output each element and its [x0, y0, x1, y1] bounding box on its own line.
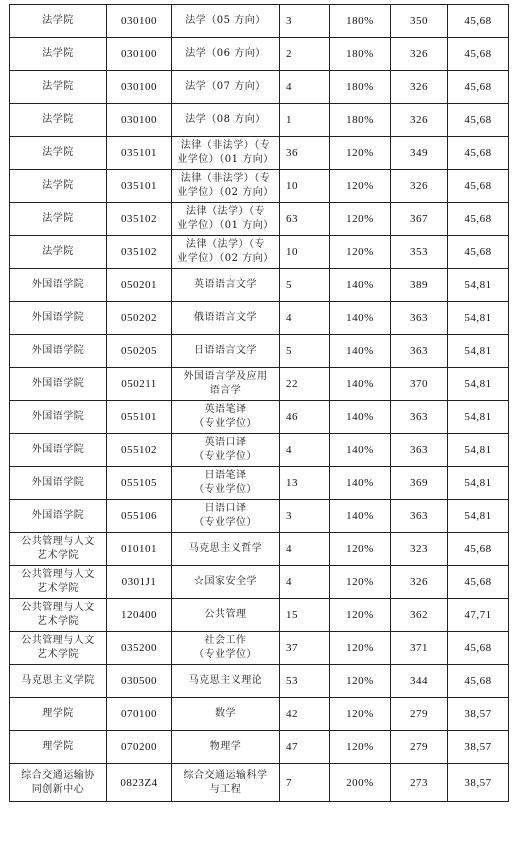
plan-count-cell: 42 — [280, 698, 330, 731]
ratio-cell: 120% — [330, 698, 391, 731]
single-subject-score-cell: 54,81 — [448, 269, 509, 302]
plan-count-cell: 5 — [280, 269, 330, 302]
plan-count-cell: 2 — [280, 38, 330, 71]
college-cell: 外国语学院 — [10, 302, 107, 335]
major-code-cell: 030500 — [107, 665, 172, 698]
total-score-cell: 326 — [391, 71, 448, 104]
major-name-cell: 法律（非法学）（专 业学位）（01 方向） — [172, 137, 280, 170]
major-code-cell: 055105 — [107, 467, 172, 500]
total-score-cell: 370 — [391, 368, 448, 401]
table-row — [10, 764, 509, 802]
plan-count-cell: 22 — [280, 368, 330, 401]
major-code-cell: 120400 — [107, 599, 172, 632]
single-subject-score-cell: 45,68 — [448, 533, 509, 566]
college-cell: 外国语学院 — [10, 269, 107, 302]
plan-count-cell: 53 — [280, 665, 330, 698]
single-subject-score-cell: 38,57 — [448, 731, 509, 764]
major-code-cell: 035200 — [107, 632, 172, 665]
plan-count-cell: 4 — [280, 533, 330, 566]
total-score-cell: 326 — [391, 104, 448, 137]
plan-count-cell: 37 — [280, 632, 330, 665]
plan-count-cell: 5 — [280, 335, 330, 368]
major-code-cell: 070200 — [107, 731, 172, 764]
major-code-cell: 030100 — [107, 104, 172, 137]
plan-count-cell: 1 — [280, 104, 330, 137]
single-subject-score-cell: 45,68 — [448, 236, 509, 269]
total-score-cell: 363 — [391, 401, 448, 434]
major-code-cell: 030100 — [107, 38, 172, 71]
table-row — [10, 269, 509, 302]
major-name-cell: ☆国家安全学 — [172, 566, 280, 599]
table-row — [10, 71, 509, 104]
table-row — [10, 533, 509, 566]
total-score-cell: 363 — [391, 434, 448, 467]
major-name-cell: 法律（法学）（专 业学位）（02 方向） — [172, 236, 280, 269]
plan-count-cell: 15 — [280, 599, 330, 632]
total-score-cell: 350 — [391, 5, 448, 38]
plan-count-cell: 7 — [280, 764, 330, 802]
major-code-cell: 055101 — [107, 401, 172, 434]
ratio-cell: 140% — [330, 500, 391, 533]
college-cell: 法学院 — [10, 38, 107, 71]
major-name-cell: 社会工作 （专业学位） — [172, 632, 280, 665]
single-subject-score-cell: 45,68 — [448, 5, 509, 38]
table-row — [10, 467, 509, 500]
single-subject-score-cell: 54,81 — [448, 368, 509, 401]
total-score-cell: 323 — [391, 533, 448, 566]
college-cell: 法学院 — [10, 137, 107, 170]
college-cell: 法学院 — [10, 170, 107, 203]
table-row — [10, 5, 509, 38]
college-cell: 外国语学院 — [10, 368, 107, 401]
major-code-cell: 010101 — [107, 533, 172, 566]
single-subject-score-cell: 54,81 — [448, 434, 509, 467]
table-row — [10, 665, 509, 698]
ratio-cell: 120% — [330, 533, 391, 566]
major-name-cell: 法学（05 方向） — [172, 5, 280, 38]
college-cell: 外国语学院 — [10, 335, 107, 368]
college-cell: 法学院 — [10, 5, 107, 38]
major-name-cell: 法学（08 方向） — [172, 104, 280, 137]
major-name-cell: 日语口译 （专业学位） — [172, 500, 280, 533]
total-score-cell: 389 — [391, 269, 448, 302]
table-row — [10, 302, 509, 335]
major-code-cell: 035102 — [107, 203, 172, 236]
plan-count-cell: 36 — [280, 137, 330, 170]
plan-count-cell: 3 — [280, 5, 330, 38]
single-subject-score-cell: 45,68 — [448, 137, 509, 170]
ratio-cell: 120% — [330, 170, 391, 203]
total-score-cell: 326 — [391, 38, 448, 71]
major-code-cell: 030100 — [107, 71, 172, 104]
single-subject-score-cell: 45,68 — [448, 203, 509, 236]
admission-table — [9, 4, 509, 802]
major-code-cell: 050211 — [107, 368, 172, 401]
major-name-cell: 外国语言学及应用 语言学 — [172, 368, 280, 401]
major-code-cell: 050201 — [107, 269, 172, 302]
major-name-cell: 综合交通运输科学 与工程 — [172, 764, 280, 802]
plan-count-cell: 4 — [280, 434, 330, 467]
plan-count-cell: 10 — [280, 170, 330, 203]
college-cell: 法学院 — [10, 203, 107, 236]
total-score-cell: 326 — [391, 566, 448, 599]
total-score-cell: 279 — [391, 698, 448, 731]
college-cell: 公共管理与人文 艺术学院 — [10, 566, 107, 599]
ratio-cell: 120% — [330, 599, 391, 632]
single-subject-score-cell: 54,81 — [448, 401, 509, 434]
single-subject-score-cell: 38,57 — [448, 764, 509, 802]
ratio-cell: 140% — [330, 335, 391, 368]
table-row — [10, 38, 509, 71]
ratio-cell: 180% — [330, 104, 391, 137]
table-body — [10, 5, 509, 802]
college-cell: 外国语学院 — [10, 467, 107, 500]
plan-count-cell: 4 — [280, 71, 330, 104]
total-score-cell: 363 — [391, 500, 448, 533]
plan-count-cell: 63 — [280, 203, 330, 236]
plan-count-cell: 10 — [280, 236, 330, 269]
ratio-cell: 140% — [330, 368, 391, 401]
total-score-cell: 362 — [391, 599, 448, 632]
total-score-cell: 279 — [391, 731, 448, 764]
table-row — [10, 566, 509, 599]
major-code-cell: 055102 — [107, 434, 172, 467]
college-cell: 公共管理与人文 艺术学院 — [10, 632, 107, 665]
table-row — [10, 170, 509, 203]
major-name-cell: 马克思主义哲学 — [172, 533, 280, 566]
table-row — [10, 632, 509, 665]
table-row — [10, 731, 509, 764]
college-cell: 理学院 — [10, 698, 107, 731]
ratio-cell: 180% — [330, 71, 391, 104]
total-score-cell: 363 — [391, 302, 448, 335]
single-subject-score-cell: 45,68 — [448, 632, 509, 665]
ratio-cell: 200% — [330, 764, 391, 802]
ratio-cell: 140% — [330, 467, 391, 500]
college-cell: 法学院 — [10, 236, 107, 269]
single-subject-score-cell: 54,81 — [448, 467, 509, 500]
major-name-cell: 公共管理 — [172, 599, 280, 632]
ratio-cell: 120% — [330, 731, 391, 764]
table-row — [10, 500, 509, 533]
college-cell: 法学院 — [10, 71, 107, 104]
major-name-cell: 马克思主义理论 — [172, 665, 280, 698]
major-code-cell: 035102 — [107, 236, 172, 269]
major-name-cell: 英语口译 （专业学位） — [172, 434, 280, 467]
table-row — [10, 698, 509, 731]
plan-count-cell: 46 — [280, 401, 330, 434]
total-score-cell: 363 — [391, 335, 448, 368]
total-score-cell: 349 — [391, 137, 448, 170]
college-cell: 马克思主义学院 — [10, 665, 107, 698]
table-row — [10, 335, 509, 368]
major-code-cell: 0823Z4 — [107, 764, 172, 802]
single-subject-score-cell: 47,71 — [448, 599, 509, 632]
single-subject-score-cell: 54,81 — [448, 302, 509, 335]
college-cell: 公共管理与人文 艺术学院 — [10, 599, 107, 632]
major-code-cell: 035101 — [107, 170, 172, 203]
plan-count-cell: 4 — [280, 566, 330, 599]
ratio-cell: 180% — [330, 5, 391, 38]
ratio-cell: 140% — [330, 401, 391, 434]
total-score-cell: 344 — [391, 665, 448, 698]
major-code-cell: 035101 — [107, 137, 172, 170]
major-name-cell: 物理学 — [172, 731, 280, 764]
single-subject-score-cell: 45,68 — [448, 104, 509, 137]
ratio-cell: 120% — [330, 566, 391, 599]
ratio-cell: 180% — [330, 38, 391, 71]
table-row — [10, 137, 509, 170]
total-score-cell: 353 — [391, 236, 448, 269]
ratio-cell: 120% — [330, 665, 391, 698]
ratio-cell: 140% — [330, 302, 391, 335]
ratio-cell: 140% — [330, 269, 391, 302]
major-name-cell: 日语笔译 （专业学位） — [172, 467, 280, 500]
ratio-cell: 120% — [330, 236, 391, 269]
major-name-cell: 法学（06 方向） — [172, 38, 280, 71]
single-subject-score-cell: 54,81 — [448, 500, 509, 533]
table-row — [10, 203, 509, 236]
college-cell: 公共管理与人文 艺术学院 — [10, 533, 107, 566]
ratio-cell: 140% — [330, 434, 391, 467]
major-name-cell: 俄语语言文学 — [172, 302, 280, 335]
major-name-cell: 日语语言文学 — [172, 335, 280, 368]
total-score-cell: 273 — [391, 764, 448, 802]
total-score-cell: 371 — [391, 632, 448, 665]
major-name-cell: 法律（非法学）（专 业学位）（02 方向） — [172, 170, 280, 203]
college-cell: 理学院 — [10, 731, 107, 764]
total-score-cell: 369 — [391, 467, 448, 500]
college-cell: 综合交通运输协 同创新中心 — [10, 764, 107, 802]
major-code-cell: 0301J1 — [107, 566, 172, 599]
major-name-cell: 法学（07 方向） — [172, 71, 280, 104]
ratio-cell: 120% — [330, 203, 391, 236]
total-score-cell: 367 — [391, 203, 448, 236]
college-cell: 外国语学院 — [10, 434, 107, 467]
table-row — [10, 599, 509, 632]
single-subject-score-cell: 45,68 — [448, 71, 509, 104]
major-code-cell: 050202 — [107, 302, 172, 335]
plan-count-cell: 47 — [280, 731, 330, 764]
major-code-cell: 030100 — [107, 5, 172, 38]
single-subject-score-cell: 45,68 — [448, 566, 509, 599]
table-row — [10, 368, 509, 401]
ratio-cell: 120% — [330, 137, 391, 170]
single-subject-score-cell: 45,68 — [448, 170, 509, 203]
college-cell: 法学院 — [10, 104, 107, 137]
college-cell: 外国语学院 — [10, 500, 107, 533]
table-row — [10, 236, 509, 269]
major-code-cell: 070100 — [107, 698, 172, 731]
single-subject-score-cell: 45,68 — [448, 38, 509, 71]
table-row — [10, 434, 509, 467]
major-name-cell: 英语语言文学 — [172, 269, 280, 302]
total-score-cell: 326 — [391, 170, 448, 203]
table-row — [10, 104, 509, 137]
major-name-cell: 数学 — [172, 698, 280, 731]
ratio-cell: 120% — [330, 632, 391, 665]
single-subject-score-cell: 54,81 — [448, 335, 509, 368]
plan-count-cell: 13 — [280, 467, 330, 500]
major-name-cell: 法律（法学）（专 业学位）（01 方向） — [172, 203, 280, 236]
single-subject-score-cell: 45,68 — [448, 665, 509, 698]
plan-count-cell: 4 — [280, 302, 330, 335]
plan-count-cell: 3 — [280, 500, 330, 533]
college-cell: 外国语学院 — [10, 401, 107, 434]
single-subject-score-cell: 38,57 — [448, 698, 509, 731]
table-row — [10, 401, 509, 434]
major-name-cell: 英语笔译 （专业学位） — [172, 401, 280, 434]
major-code-cell: 055106 — [107, 500, 172, 533]
major-code-cell: 050205 — [107, 335, 172, 368]
